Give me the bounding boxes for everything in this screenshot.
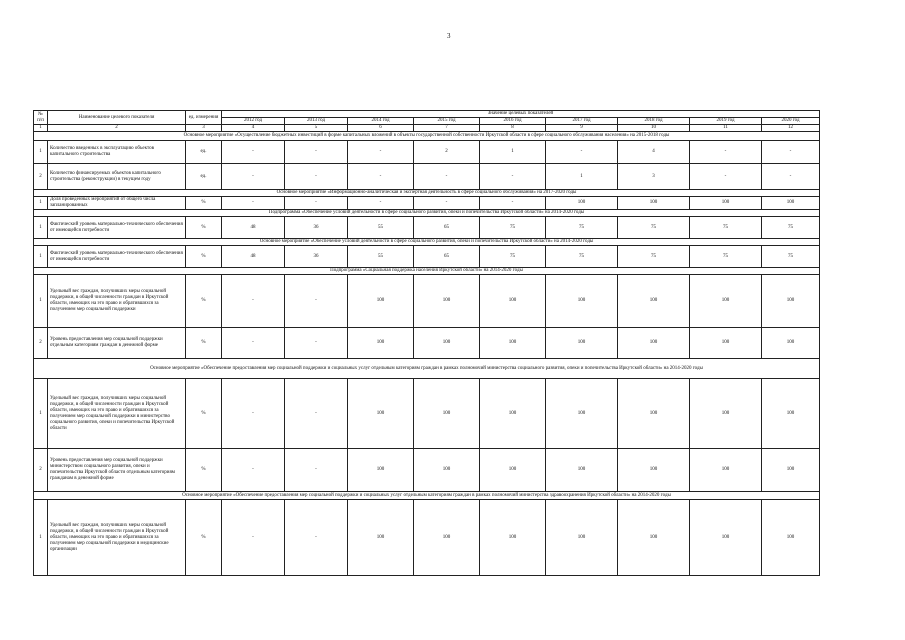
- header-column-number: 12: [762, 125, 820, 132]
- header-column-number: 2: [48, 125, 186, 132]
- unit-cell: %: [186, 275, 222, 328]
- table-body: [34, 132, 820, 576]
- value-cell: 100: [618, 197, 690, 210]
- value-cell: 100: [618, 379, 690, 449]
- value-cell: -: [285, 197, 348, 210]
- unit-cell: ед.: [186, 141, 222, 164]
- header-column-number: 1: [34, 125, 48, 132]
- header-unit: ед. измерения: [186, 111, 222, 125]
- unit-cell: %: [186, 500, 222, 576]
- indicators-table: [33, 110, 820, 576]
- value-cell: 100: [690, 379, 762, 449]
- header-column-number: 7: [414, 125, 480, 132]
- value-cell: 100: [546, 449, 618, 492]
- value-cell: 100: [480, 449, 546, 492]
- value-cell: 100: [480, 328, 546, 359]
- value-cell: 75: [618, 217, 690, 239]
- value-cell: -: [285, 164, 348, 190]
- value-cell: 100: [618, 449, 690, 492]
- value-cell: 100: [480, 379, 546, 449]
- table-header: [34, 111, 820, 132]
- header-year: 2016 год: [480, 118, 546, 125]
- value-cell: 100: [348, 379, 414, 449]
- value-cell: 100: [618, 500, 690, 576]
- header-year: 2012 год: [222, 118, 285, 125]
- value-cell: 100: [546, 328, 618, 359]
- header-column-number: 4: [222, 125, 285, 132]
- value-cell: 100: [546, 275, 618, 328]
- header-column-number: 5: [285, 125, 348, 132]
- row-number: 1: [34, 217, 48, 239]
- header-column-number: 9: [546, 125, 618, 132]
- section-row: [34, 492, 820, 500]
- value-cell: 75: [618, 246, 690, 268]
- section-title: Подпрограмма «Обеспечение условий деятельности в сфере социального развития, опеки и попечительства Иркутской области» на 2014-2020 годы: [34, 210, 820, 217]
- value-cell: 100: [348, 275, 414, 328]
- value-cell: 100: [348, 449, 414, 492]
- value-cell: 100: [618, 275, 690, 328]
- indicator-name: Количество финансируемых объектов капитального строительства (реконструкции) в текущем году: [48, 164, 186, 190]
- header-name: Наименование целевого показателя: [48, 111, 186, 125]
- value-cell: 1: [546, 164, 618, 190]
- value-cell: 36: [285, 217, 348, 239]
- value-cell: 48: [222, 246, 285, 268]
- header-values-group: Значение целевых показателей: [222, 111, 820, 118]
- value-cell: 100: [762, 379, 820, 449]
- row-number: 2: [34, 328, 48, 359]
- section-title: Основное мероприятие «Информационно-аналитическая и экспертная деятельность в сфере социального обслуживания» на 2017-2020 годы: [34, 190, 820, 197]
- header-column-number: 10: [618, 125, 690, 132]
- value-cell: 100: [762, 275, 820, 328]
- row-number: 1: [34, 379, 48, 449]
- value-cell: 75: [480, 217, 546, 239]
- header-year: 2018 год: [618, 118, 690, 125]
- unit-cell: %: [186, 246, 222, 268]
- value-cell: -: [222, 328, 285, 359]
- section-title: Основное мероприятие «Обеспечение предоставления мер социальной поддержки и социальных услуг отдельным категориям граждан в рамках полномочий министерства здравоохранения Иркутской области» на 2014-2020 годы: [34, 492, 820, 500]
- value-cell: 4: [618, 141, 690, 164]
- value-cell: 100: [480, 500, 546, 576]
- value-cell: -: [222, 197, 285, 210]
- row-number: 2: [34, 449, 48, 492]
- section-row: [34, 190, 820, 197]
- section-title: Подпрограмма «Социальная поддержка населения Иркутской области» на 2014-2020 годы: [34, 268, 820, 275]
- header-column-number: 11: [690, 125, 762, 132]
- table-row: [34, 379, 820, 449]
- row-number: 1: [34, 141, 48, 164]
- value-cell: 2: [414, 141, 480, 164]
- value-cell: 100: [546, 500, 618, 576]
- value-cell: 100: [546, 197, 618, 210]
- header-column-number: 6: [348, 125, 414, 132]
- indicator-name: Удельный вес граждан, получивших меры социальной поддержки, в общей численности граждан в Иркутской области, имеющих на это право и обратившихся за получением мер социальной поддержки в министерство социального развития, опеки и попечительства Иркутской области: [48, 379, 186, 449]
- value-cell: 36: [285, 246, 348, 268]
- header-year: 2020 год: [762, 118, 820, 125]
- value-cell: 100: [690, 275, 762, 328]
- value-cell: 65: [414, 217, 480, 239]
- value-cell: -: [480, 197, 546, 210]
- unit-cell: %: [186, 379, 222, 449]
- value-cell: 75: [690, 246, 762, 268]
- value-cell: -: [222, 164, 285, 190]
- value-cell: -: [414, 197, 480, 210]
- value-cell: -: [480, 164, 546, 190]
- row-number: 2: [34, 164, 48, 190]
- unit-cell: %: [186, 449, 222, 492]
- value-cell: 100: [762, 328, 820, 359]
- section-row: [34, 210, 820, 217]
- value-cell: -: [690, 164, 762, 190]
- value-cell: 100: [762, 449, 820, 492]
- indicator-name: Удельный вес граждан, получивших меры социальной поддержки, в общей численности граждан в Иркутской области, имеющих на это право и обратившихся за получением мер социальной поддержки: [48, 275, 186, 328]
- value-cell: 100: [348, 328, 414, 359]
- row-number: 1: [34, 197, 48, 210]
- header-year: 2013 год: [285, 118, 348, 125]
- indicator-name: Фактический уровень материально-технического обеспечения от имеющейся потребности: [48, 217, 186, 239]
- page-number: 3: [447, 32, 451, 40]
- value-cell: 55: [348, 217, 414, 239]
- value-cell: 75: [762, 246, 820, 268]
- section-title: Основное мероприятие «Обеспечение условий деятельности в сфере социального развития, опеки и попечительства Иркутской области» на 2014-2020 годы: [34, 239, 820, 246]
- value-cell: -: [222, 379, 285, 449]
- header-column-number: 3: [186, 125, 222, 132]
- value-cell: 100: [762, 500, 820, 576]
- value-cell: -: [690, 141, 762, 164]
- value-cell: 100: [690, 197, 762, 210]
- value-cell: 100: [690, 449, 762, 492]
- table-row: [34, 328, 820, 359]
- table-row: [34, 449, 820, 492]
- section-row: [34, 359, 820, 379]
- value-cell: -: [222, 500, 285, 576]
- value-cell: -: [348, 197, 414, 210]
- table-row: [34, 197, 820, 210]
- value-cell: -: [285, 141, 348, 164]
- value-cell: 75: [546, 246, 618, 268]
- value-cell: 75: [546, 217, 618, 239]
- unit-cell: ед.: [186, 164, 222, 190]
- header-year: 2015 год: [414, 118, 480, 125]
- value-cell: 100: [414, 500, 480, 576]
- indicator-name: Уровень предоставления мер социальной поддержки министерством социального развития, опеки и попечительства Иркутской области отдельным категориям гражданам в денежной форме: [48, 449, 186, 492]
- value-cell: 75: [690, 217, 762, 239]
- section-row: [34, 268, 820, 275]
- value-cell: 75: [480, 246, 546, 268]
- unit-cell: %: [186, 217, 222, 239]
- value-cell: -: [762, 141, 820, 164]
- header-column-number: 8: [480, 125, 546, 132]
- value-cell: 3: [618, 164, 690, 190]
- value-cell: 100: [762, 197, 820, 210]
- value-cell: 100: [690, 500, 762, 576]
- section-title: Основное мероприятие «Осуществление бюджетных инвестиций в форме капитальных вложений в объекты государственной собственности Иркутской области в сфере социального обслуживания населения» на 2015-2018 годы: [34, 132, 820, 141]
- value-cell: 55: [348, 246, 414, 268]
- row-number: 1: [34, 246, 48, 268]
- table-row: [34, 246, 820, 268]
- value-cell: -: [285, 379, 348, 449]
- value-cell: -: [285, 449, 348, 492]
- indicator-name: Количество введенных в эксплуатацию объектов капитального строительства: [48, 141, 186, 164]
- value-cell: -: [348, 164, 414, 190]
- unit-cell: %: [186, 328, 222, 359]
- header-num: № п/п: [34, 111, 48, 125]
- value-cell: -: [285, 275, 348, 328]
- value-cell: -: [285, 328, 348, 359]
- value-cell: 100: [414, 449, 480, 492]
- value-cell: 100: [414, 379, 480, 449]
- header-column-numbers-row: [34, 125, 820, 132]
- value-cell: 75: [762, 217, 820, 239]
- unit-cell: %: [186, 197, 222, 210]
- value-cell: -: [762, 164, 820, 190]
- value-cell: 100: [690, 328, 762, 359]
- value-cell: -: [414, 164, 480, 190]
- table-row: [34, 217, 820, 239]
- header-year: 2017 год: [546, 118, 618, 125]
- value-cell: 100: [546, 379, 618, 449]
- row-number: 1: [34, 500, 48, 576]
- value-cell: -: [285, 500, 348, 576]
- value-cell: 48: [222, 217, 285, 239]
- header-year: 2019 год: [690, 118, 762, 125]
- indicator-name: Удельный вес граждан, получивших меры социальной поддержки, в общей численности граждан в Иркутской области, имеющих на это право и обратившихся за получением мер социальной поддержки в медицинские организации: [48, 500, 186, 576]
- value-cell: 100: [414, 275, 480, 328]
- row-number: 1: [34, 275, 48, 328]
- table-row: [34, 500, 820, 576]
- section-row: [34, 132, 820, 141]
- value-cell: 1: [480, 141, 546, 164]
- indicator-name: Фактический уровень материально-технического обеспечения от имеющейся потребности: [48, 246, 186, 268]
- indicator-name: Уровень предоставления мер социальной поддержки отдельным категориям граждан в денежной форме: [48, 328, 186, 359]
- table-row: [34, 141, 820, 164]
- table-row: [34, 275, 820, 328]
- value-cell: -: [222, 141, 285, 164]
- table-row: [34, 164, 820, 190]
- value-cell: -: [222, 449, 285, 492]
- section-title: Основное мероприятие «Обеспечение предоставления мер социальной поддержки и социальных услуг отдельным категориям граждан в рамках полномочий министерства социального развития, опеки и попечительства Иркутской области» на 2014-2020 годы: [34, 359, 820, 379]
- value-cell: 65: [414, 246, 480, 268]
- section-row: [34, 239, 820, 246]
- value-cell: -: [348, 141, 414, 164]
- value-cell: -: [546, 141, 618, 164]
- indicator-name: Доля проведенных мероприятий от общего числа запланированных: [48, 197, 186, 210]
- value-cell: 100: [618, 328, 690, 359]
- value-cell: -: [222, 275, 285, 328]
- value-cell: 100: [414, 328, 480, 359]
- header-year: 2014 год: [348, 118, 414, 125]
- value-cell: 100: [480, 275, 546, 328]
- value-cell: 100: [348, 500, 414, 576]
